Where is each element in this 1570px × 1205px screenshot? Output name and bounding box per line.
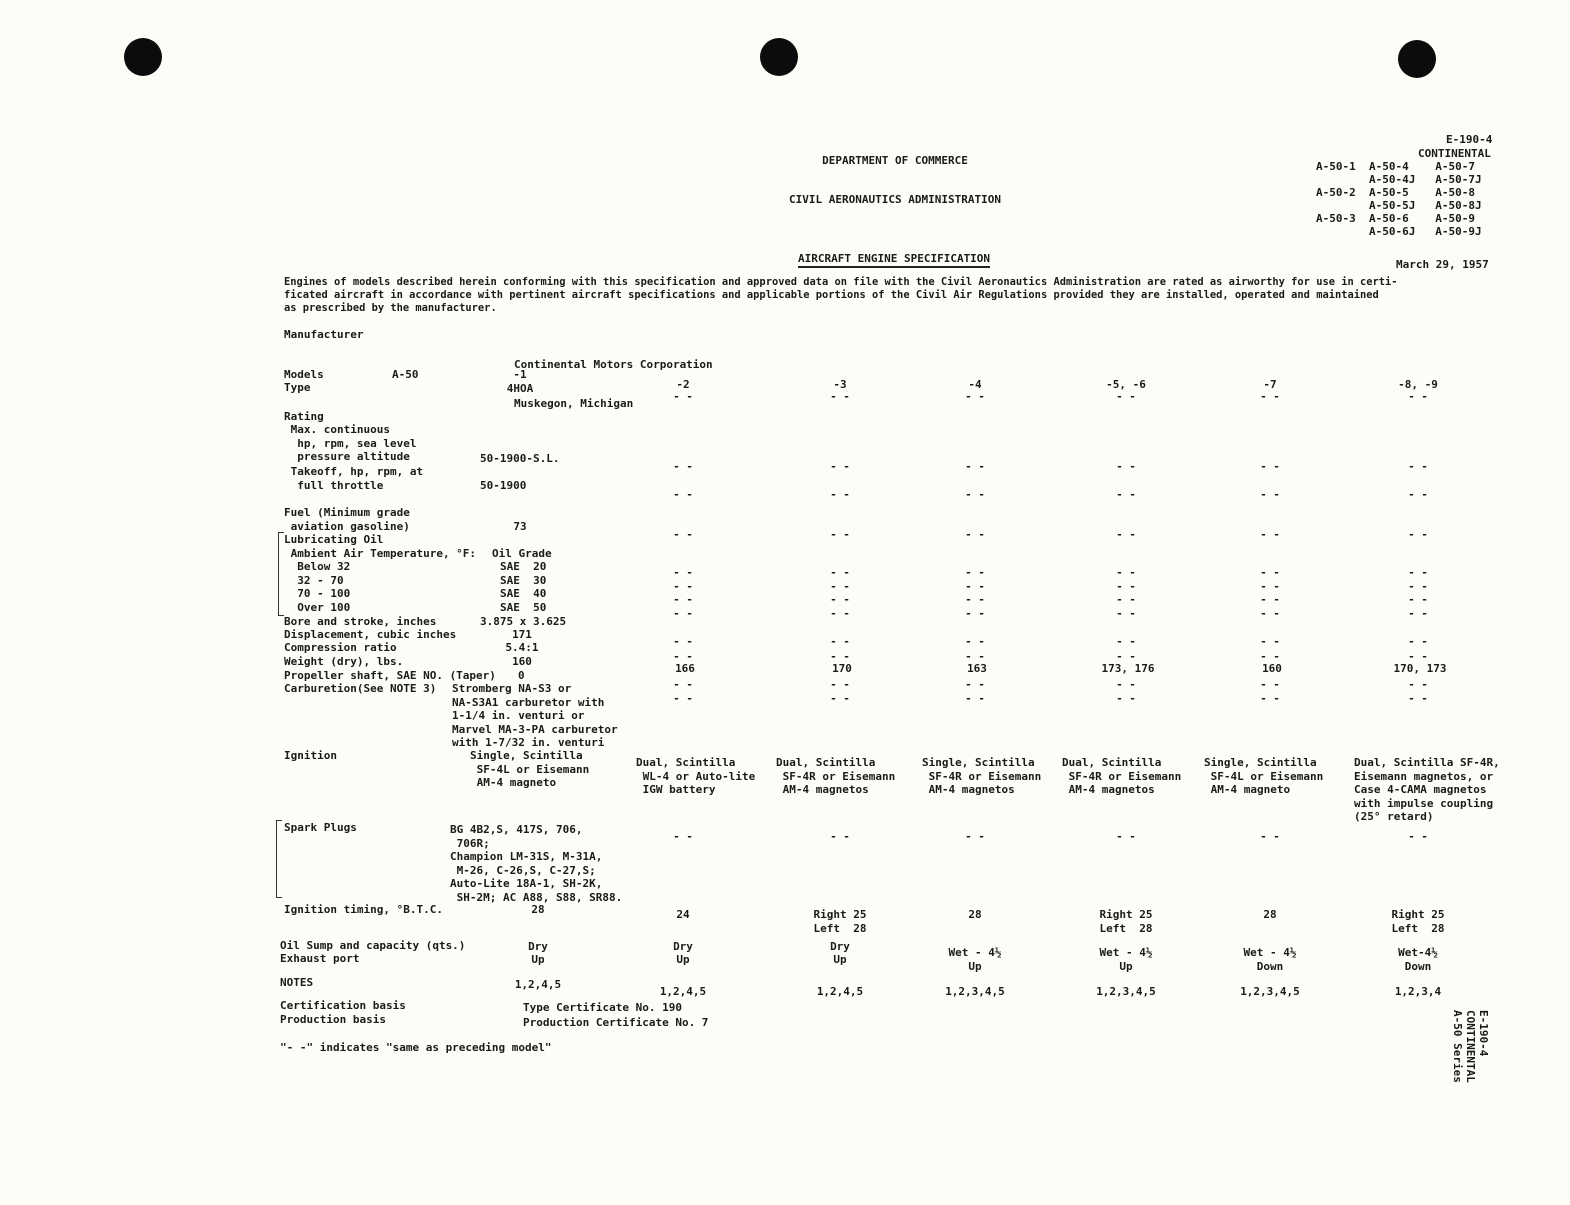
same-as-preceding-mark: - - xyxy=(965,830,985,843)
model-list-row: A-50-2 A-50-5 A-50-8 xyxy=(1316,186,1475,199)
same-as-preceding-mark: - - xyxy=(830,390,850,403)
same-as-preceding-mark: - - xyxy=(1260,692,1280,705)
intro-line: ficated aircraft in accordance with pertinent aircraft specifications and applicable portions of the Civil Air Regulations provided they are installed, operated and maintained xyxy=(284,289,1379,301)
ignition-value: Single, Scintilla xyxy=(1204,756,1317,769)
same-as-preceding-mark: - - xyxy=(673,635,693,648)
notes-value: 1,2,4,5 xyxy=(816,985,864,998)
same-as-preceding-mark: - - xyxy=(1408,635,1428,648)
side-stamp xyxy=(1451,1010,1490,1083)
ignition-value: Dual, Scintilla xyxy=(776,756,876,769)
same-as-preceding-mark: - - xyxy=(673,678,693,691)
ignition-timing-value: 24 xyxy=(676,908,690,921)
same-as-preceding-mark: - - xyxy=(673,579,693,593)
same-as-preceding-mark: - - xyxy=(965,678,985,691)
same-as-preceding-mark: - - xyxy=(1116,678,1136,691)
same-as-preceding-mark: - - xyxy=(830,488,850,501)
manufacturer-name: Continental Motors Corporation xyxy=(514,358,713,371)
same-as-preceding-mark: - - xyxy=(673,692,693,705)
document-title: AIRCRAFT ENGINE SPECIFICATION xyxy=(798,252,990,268)
exhaust-port-value: Down xyxy=(1256,960,1284,973)
ignition-timing-value: 28 xyxy=(531,903,545,916)
notes-value: 1,2,3,4,5 xyxy=(945,985,1005,998)
carburetion-value: Stromberg NA-S3 or xyxy=(452,682,572,695)
oil-grade-label: Oil Grade xyxy=(492,547,552,560)
same-as-preceding-mark: - - xyxy=(830,566,850,579)
ignition-value: SF-4R or Eisemann xyxy=(776,769,896,783)
ignition-label: Ignition xyxy=(284,749,337,762)
notes-value: 1,2,4,5 xyxy=(514,978,562,991)
ignition-value: Dual, Scintilla xyxy=(636,756,736,769)
make-name: CONTINENTAL xyxy=(1418,147,1491,160)
same-as-preceding-mark: - - xyxy=(830,528,850,541)
notes-value: 1,2,3,4,5 xyxy=(1240,985,1300,998)
spec-number: E-190-4 xyxy=(1446,133,1493,146)
same-as-preceding-mark: - - xyxy=(965,593,985,606)
ignition-value: SF-4L or Eisemann xyxy=(1204,769,1324,783)
model-list-row: A-50-1 A-50-4 A-50-7 xyxy=(1316,160,1475,173)
same-as-preceding-mark: - - xyxy=(673,606,693,620)
ignition-value: SF-4R or Eisemann xyxy=(922,769,1042,783)
ignition-value: Case 4-CAMA magnetos xyxy=(1354,783,1487,796)
same-as-preceding-mark: - - xyxy=(1260,528,1280,541)
bore-value: 3.875 x 3.625 xyxy=(480,615,567,628)
ignition-value: AM-4 magnetos xyxy=(776,783,869,796)
notes-value: 1,2,3,4 xyxy=(1394,985,1442,998)
ignition-value: Single, Scintilla xyxy=(922,756,1035,769)
weight-value: 170, 173 xyxy=(1393,662,1447,675)
spark-plug-bracket xyxy=(276,820,282,898)
spark-plugs-value: SH-2M; AC A88, S88, SR88. xyxy=(450,890,623,904)
same-as-preceding-mark: - - xyxy=(1408,566,1428,579)
same-as-preceding-mark: - - xyxy=(1116,830,1136,843)
certification-value: Type Certificate No. 190 xyxy=(523,1001,682,1014)
bore-label: Bore and stroke, inches xyxy=(284,615,437,628)
exhaust-port-value: Up xyxy=(833,953,847,966)
same-as-preceding-mark: - - xyxy=(1260,566,1280,579)
same-as-preceding-mark: - - xyxy=(830,460,850,473)
ignition-timing-value: 28 xyxy=(968,908,982,921)
certification-label: Certification basis xyxy=(280,999,406,1012)
ignition-timing-value: Left 28 xyxy=(1099,921,1153,935)
ignition-value: IGW battery xyxy=(636,783,716,796)
weight-value: 170 xyxy=(832,662,852,675)
same-as-preceding-mark: - - xyxy=(830,830,850,843)
same-as-preceding-mark: - - xyxy=(1116,390,1136,403)
ignition-value: AM-4 magneto xyxy=(1204,783,1291,796)
oil-temp-range: Below 32 xyxy=(284,560,351,573)
ignition-timing-value: Right 25 xyxy=(1391,908,1445,921)
production-value: Production Certificate No. 7 xyxy=(523,1016,709,1029)
same-as-preceding-mark: - - xyxy=(1408,528,1428,541)
oil-grade-value: SAE 30 xyxy=(500,573,547,587)
spark-plugs-label: Spark Plugs xyxy=(284,821,357,834)
ignition-value: AM-4 magneto xyxy=(470,776,557,789)
same-as-preceding-mark: - - xyxy=(1408,830,1428,843)
displacement-label: Displacement, cubic inches xyxy=(284,628,457,641)
compression-value: 5.4:1 xyxy=(505,641,539,654)
same-as-preceding-mark: - - xyxy=(1408,692,1428,705)
oil-temp-range: Over 100 xyxy=(284,600,351,614)
same-as-preceding-mark: - - xyxy=(1116,579,1136,593)
spark-plugs-value: 706R; xyxy=(450,836,490,850)
notes-value: 1,2,4,5 xyxy=(659,985,707,998)
manufacturer-label: Manufacturer xyxy=(284,328,364,341)
same-as-preceding-mark: - - xyxy=(1116,606,1136,620)
same-as-preceding-mark: - - xyxy=(1116,488,1136,501)
same-as-preceding-mark: - - xyxy=(965,460,985,473)
same-as-preceding-mark: - - xyxy=(1116,635,1136,648)
oil-sump-value: Wet - 4½ xyxy=(1099,946,1153,959)
oil-sump-value: Wet - 4½ xyxy=(948,946,1002,959)
oil-bracket xyxy=(278,532,284,616)
production-label: Production basis xyxy=(280,1013,386,1026)
exhaust-port-value: Up xyxy=(531,953,545,966)
models-label: Models xyxy=(284,368,324,381)
model-list-row: A-50-4J A-50-7J xyxy=(1316,173,1482,186)
weight-value: 160 xyxy=(1262,662,1282,675)
ignition-value: WL-4 or Auto-lite xyxy=(636,769,756,783)
carburetion-label: Carburetion(See NOTE 3) xyxy=(284,682,437,695)
same-as-preceding-mark: - - xyxy=(830,579,850,593)
oil-temp-range: 32 - 70 xyxy=(284,573,344,587)
carburetion-value: with 1-7/32 in. venturi xyxy=(452,736,605,749)
ignition-timing-value: 28 xyxy=(1263,908,1277,921)
same-as-preceding-mark: - - xyxy=(1260,830,1280,843)
manufacturer-location: Muskegon, Michigan xyxy=(514,397,634,410)
exhaust-port-value: Up xyxy=(1119,960,1133,973)
same-as-preceding-mark: - - xyxy=(1116,460,1136,473)
same-as-preceding-mark: - - xyxy=(673,488,693,501)
ignition-value: Eisemann magnetos, or xyxy=(1354,769,1494,783)
model-column-header: -7 xyxy=(1263,378,1277,391)
oil-sump-value: Dry xyxy=(830,940,850,953)
same-as-preceding-mark: - - xyxy=(1260,593,1280,606)
weight-value: 160 xyxy=(512,655,532,668)
same-as-preceding-mark: - - xyxy=(1408,593,1428,606)
ignition-timing-value: Right 25 xyxy=(813,908,867,921)
spec-date: March 29, 1957 xyxy=(1396,258,1489,271)
weight-value: 166 xyxy=(675,662,695,675)
same-as-preceding-mark: - - xyxy=(1260,460,1280,473)
model-column-header: -2 xyxy=(676,378,690,391)
same-as-preceding-mark: - - xyxy=(1260,678,1280,691)
exhaust-port-value: Up xyxy=(676,953,690,966)
same-as-preceding-mark: - - xyxy=(1408,678,1428,691)
takeoff-label: Takeoff, hp, rpm, at xyxy=(284,465,424,478)
same-as-preceding-mark: - - xyxy=(1116,528,1136,541)
same-as-preceding-mark: - - xyxy=(965,566,985,579)
side-stamp-line: CONTINENTAL xyxy=(1464,1010,1477,1083)
ignition-value: Dual, Scintilla xyxy=(1062,756,1162,769)
same-as-preceding-mark: - - xyxy=(830,593,850,606)
punch-hole-right xyxy=(1398,40,1436,78)
exhaust-port-value: Up xyxy=(968,960,982,973)
fuel-label: Fuel (Minimum grade xyxy=(284,506,410,519)
ignition-value: with impulse coupling xyxy=(1354,796,1494,810)
same-as-preceding-mark: - - xyxy=(965,390,985,403)
same-as-preceding-mark: - - xyxy=(830,650,850,663)
same-as-preceding-mark: - - xyxy=(965,579,985,593)
spark-plugs-value: BG 4B2,S, 417S, 706, xyxy=(450,823,583,836)
same-as-preceding-mark: - - xyxy=(1408,390,1428,403)
spark-plugs-value: M-26, C-26,S, C-27,S; xyxy=(450,863,596,877)
model-column-header: -1 xyxy=(513,368,527,381)
same-as-preceding-mark: - - xyxy=(673,460,693,473)
punch-hole-center xyxy=(760,38,798,76)
notes-value: 1,2,3,4,5 xyxy=(1096,985,1156,998)
oil-sump-value: Dry xyxy=(673,940,693,953)
oil-grade-value: SAE 20 xyxy=(500,560,547,573)
footnote: "- -" indicates "same as preceding model" xyxy=(280,1041,552,1054)
same-as-preceding-mark: - - xyxy=(673,593,693,606)
same-as-preceding-mark: - - xyxy=(1116,692,1136,705)
same-as-preceding-mark: - - xyxy=(965,692,985,705)
takeoff-value: 50-1900 xyxy=(480,479,527,492)
fuel-label: aviation gasoline) xyxy=(284,519,410,533)
spark-plugs-value: Auto-Lite 18A-1, SH-2K, xyxy=(450,877,603,890)
max-continuous-value: 50-1900-S.L. xyxy=(480,452,560,465)
oil-sump-label: Oil Sump and capacity (qts.) xyxy=(280,939,466,952)
same-as-preceding-mark: - - xyxy=(965,635,985,648)
same-as-preceding-mark: - - xyxy=(1260,635,1280,648)
ignition-timing-value: Left 28 xyxy=(813,921,867,935)
dept-name: DEPARTMENT OF COMMERCE xyxy=(822,154,968,167)
same-as-preceding-mark: - - xyxy=(1116,650,1136,663)
notes-label: NOTES xyxy=(280,976,314,989)
intro-line: Engines of models described herein conforming with this specification and approved data on file with the Civil Aeronautics Administration are rated as airworthy for use in certi- xyxy=(284,276,1398,288)
punch-hole-left xyxy=(124,38,162,76)
same-as-preceding-mark: - - xyxy=(1260,488,1280,501)
model-column-header: -5, -6 xyxy=(1106,378,1146,391)
ignition-value: AM-4 magnetos xyxy=(922,783,1015,796)
oil-label: Lubricating Oil xyxy=(284,533,384,546)
takeoff-label: full throttle xyxy=(284,478,384,492)
same-as-preceding-mark: - - xyxy=(1260,390,1280,403)
ignition-value: Single, Scintilla xyxy=(470,749,583,762)
exhaust-port-label: Exhaust port xyxy=(280,952,360,965)
same-as-preceding-mark: - - xyxy=(673,390,693,403)
same-as-preceding-mark: - - xyxy=(1116,593,1136,606)
ignition-value: AM-4 magnetos xyxy=(1062,783,1155,796)
agency-name: CIVIL AERONAUTICS ADMINISTRATION xyxy=(789,193,1001,206)
oil-temp-range: 70 - 100 xyxy=(284,587,351,600)
same-as-preceding-mark: - - xyxy=(965,488,985,501)
max-continuous-label: hp, rpm, sea level xyxy=(284,436,417,450)
carburetion-value: NA-S3A1 carburetor with xyxy=(452,695,605,709)
model-column-header: -4 xyxy=(968,378,982,391)
ignition-value: (25° retard) xyxy=(1354,810,1434,823)
spark-plugs-value: Champion LM-31S, M-31A, xyxy=(450,850,603,863)
same-as-preceding-mark: - - xyxy=(830,678,850,691)
model-list xyxy=(1316,160,1482,238)
model-column-header: -8, -9 xyxy=(1398,378,1438,391)
displacement-value: 171 xyxy=(512,628,532,641)
model-series: A-50 xyxy=(392,368,419,381)
same-as-preceding-mark: - - xyxy=(673,566,693,579)
same-as-preceding-mark: - - xyxy=(673,650,693,663)
model-list-row: A-50-5J A-50-8J xyxy=(1316,199,1482,212)
same-as-preceding-mark: - - xyxy=(673,528,693,541)
same-as-preceding-mark: - - xyxy=(1260,606,1280,620)
ignition-timing-value: Left 28 xyxy=(1391,921,1445,935)
oil-temp-label: Ambient Air Temperature, °F: xyxy=(284,547,477,560)
ignition-timing-label: Ignition timing, °B.T.C. xyxy=(284,903,443,916)
same-as-preceding-mark: - - xyxy=(1408,460,1428,473)
ignition-value: SF-4L or Eisemann xyxy=(470,762,590,776)
oil-grade-value: SAE 40 xyxy=(500,587,547,600)
same-as-preceding-mark: - - xyxy=(673,830,693,843)
same-as-preceding-mark: - - xyxy=(965,528,985,541)
type-value: 4HOA xyxy=(506,382,534,395)
same-as-preceding-mark: - - xyxy=(1116,566,1136,579)
oil-grade-value: SAE 50 xyxy=(500,600,547,614)
carburetion-value: 1-1/4 in. venturi or xyxy=(452,709,585,722)
ignition-value: Dual, Scintilla SF-4R, xyxy=(1354,756,1500,769)
oil-sump-value: Wet-4½ xyxy=(1398,946,1438,959)
same-as-preceding-mark: - - xyxy=(1408,579,1428,593)
same-as-preceding-mark: - - xyxy=(830,635,850,648)
department-heading xyxy=(780,128,1010,219)
model-list-row: A-50-6J A-50-9J xyxy=(1316,225,1482,238)
oil-sump-value: Wet - 4½ xyxy=(1243,946,1297,959)
ignition-value: SF-4R or Eisemann xyxy=(1062,769,1182,783)
weight-value: 163 xyxy=(967,662,987,675)
propeller-label: Propeller shaft, SAE NO. (Taper) xyxy=(284,669,496,682)
side-stamp-line: E-190-4 xyxy=(1477,1010,1490,1057)
side-stamp-line: A-50 Series xyxy=(1451,1010,1464,1083)
intro-line: as prescribed by the manufacturer. xyxy=(284,302,497,314)
oil-sump-value: Dry xyxy=(528,940,548,953)
exhaust-port-value: Down xyxy=(1404,960,1432,973)
same-as-preceding-mark: - - xyxy=(965,606,985,620)
weight-value: 173, 176 xyxy=(1101,662,1155,675)
same-as-preceding-mark: - - xyxy=(830,606,850,620)
same-as-preceding-mark: - - xyxy=(965,650,985,663)
intro-paragraph xyxy=(284,276,1398,315)
type-label: Type xyxy=(284,381,311,394)
ignition-timing-value: Right 25 xyxy=(1099,908,1153,921)
fuel-value: 73 xyxy=(513,520,527,533)
max-continuous-label: pressure altitude xyxy=(284,450,410,463)
max-continuous-label: Max. continuous xyxy=(284,423,390,436)
rating-label: Rating xyxy=(284,410,324,423)
same-as-preceding-mark: - - xyxy=(830,692,850,705)
same-as-preceding-mark: - - xyxy=(1260,579,1280,593)
same-as-preceding-mark: - - xyxy=(1408,650,1428,663)
compression-label: Compression ratio xyxy=(284,641,397,654)
same-as-preceding-mark: - - xyxy=(1408,606,1428,620)
propeller-value: 0 xyxy=(518,669,525,682)
carburetion-value: Marvel MA-3-PA carburetor xyxy=(452,722,618,736)
model-column-header: -3 xyxy=(833,378,847,391)
same-as-preceding-mark: - - xyxy=(1260,650,1280,663)
weight-label: Weight (dry), lbs. xyxy=(284,655,404,668)
model-list-row: A-50-3 A-50-6 A-50-9 xyxy=(1316,212,1475,225)
same-as-preceding-mark: - - xyxy=(1408,488,1428,501)
